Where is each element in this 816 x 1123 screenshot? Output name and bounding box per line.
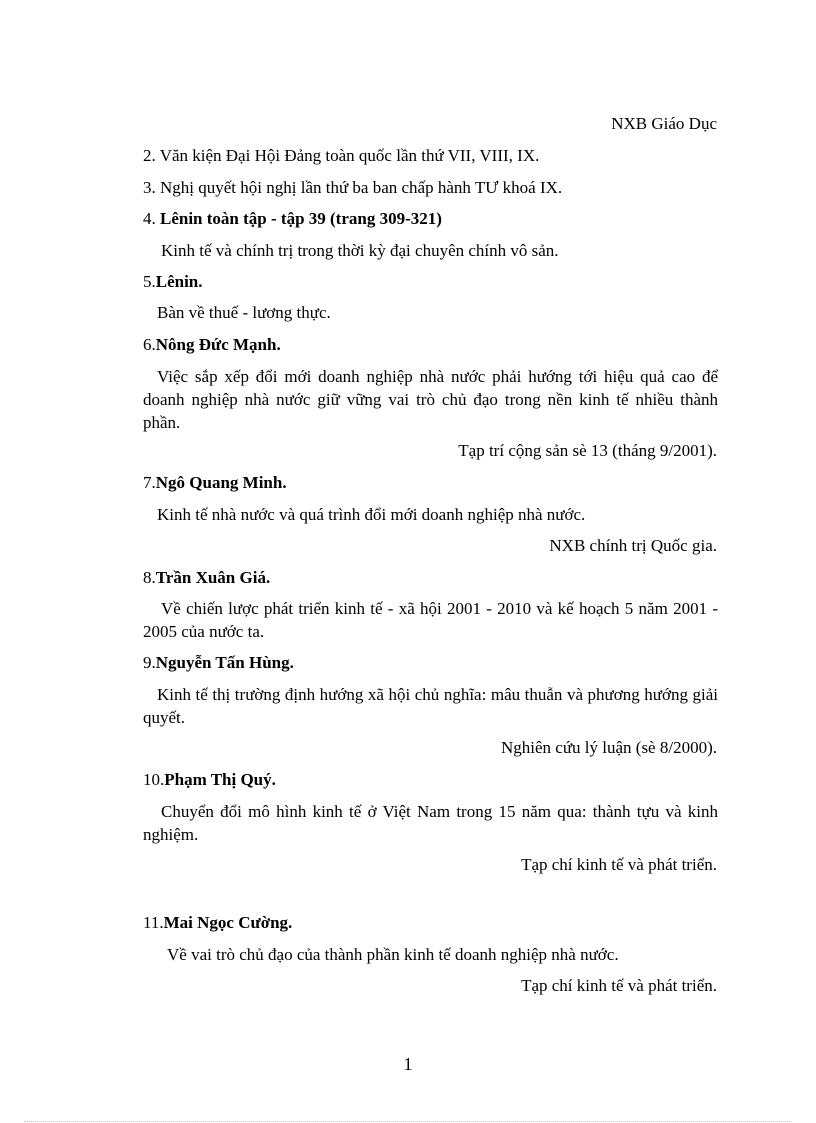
- reference-number: 7.: [143, 473, 156, 492]
- page-number: 1: [403, 1054, 413, 1074]
- reference-description: Bàn về thuế - lương thực.: [157, 303, 331, 322]
- reference-8: [143, 567, 270, 589]
- reference-number: 5.: [143, 272, 156, 291]
- reference-7: [143, 472, 287, 494]
- reference-description: Về chiến lược phát triển kinh tế - xã hội 2001 - 2010 và kế hoạch 5 năm 2001 - 2005 của nước ta.: [143, 599, 718, 641]
- page-bottom-rule: [24, 1121, 792, 1122]
- reference-number: 6.: [143, 335, 156, 354]
- reference-source: NXB chính trị Quốc gia.: [549, 536, 717, 555]
- reference-description: Về vai trò chủ đạo của thành phần kinh tế doanh nghiệp nhà nước.: [167, 945, 619, 964]
- reference-description: Kinh tế nhà nước và quá trình đổi mới doanh nghiệp nhà nước.: [157, 505, 586, 524]
- publisher-line: NXB Giáo Dục: [611, 114, 717, 133]
- reference-description: Việc sắp xếp đổi mới doanh nghiệp nhà nước phải hướng tới hiệu quả cao để doanh nghiệp nhà nước giữ vững vai trò chủ đạo trong nền kinh tế nhiều thành phần.: [143, 367, 718, 432]
- reference-3: 3. Nghị quyết hội nghị lần thứ ba ban chấp hành TƯ khoá IX.: [143, 178, 563, 197]
- reference-number: 11.: [143, 913, 164, 932]
- reference-number: 10.: [143, 770, 165, 789]
- reference-title: Lênin toàn tập - tập 39 (trang 309-321): [160, 209, 442, 228]
- reference-author: Trần Xuân Giá.: [155, 568, 271, 587]
- reference-author: Ngô Quang Minh.: [155, 473, 287, 492]
- reference-description: Kinh tế thị trường định hướng xã hội chủ nghĩa: mâu thuẫn và phương hướng giải quyết.: [143, 685, 718, 727]
- reference-author: Nông Đức Mạnh.: [155, 335, 281, 354]
- reference-author: Mai Ngọc Cường.: [163, 913, 293, 932]
- reference-number: 9.: [143, 653, 156, 672]
- reference-source: Nghiên cứu lý luận (sè 8/2000).: [500, 738, 717, 757]
- reference-author: Lênin.: [155, 272, 203, 291]
- reference-author: Phạm Thị Quý.: [164, 770, 276, 789]
- reference-4: [143, 208, 442, 230]
- reference-11: [143, 912, 292, 934]
- reference-2: 2. Văn kiện Đại Hội Đảng toàn quốc lần thứ VII, VIII, IX.: [143, 146, 540, 165]
- reference-description: Kinh tế và chính trị trong thời kỳ đại chuyên chính vô sản.: [161, 241, 559, 260]
- reference-6: [143, 334, 281, 356]
- reference-9: [143, 652, 294, 674]
- reference-source: Tạp chí kinh tế và phát triển.: [521, 855, 717, 874]
- reference-description: Chuyển đổi mô hình kinh tế ở Việt Nam trong 15 năm qua: thành tựu và kinh nghiệm.: [143, 802, 718, 844]
- reference-author: Nguyễn Tấn Hùng.: [155, 653, 294, 672]
- reference-source: Tạp trí cộng sản sè 13 (tháng 9/2001).: [458, 441, 717, 460]
- reference-number: 4.: [143, 209, 160, 228]
- reference-source: Tạp chí kinh tế và phát triển.: [521, 976, 717, 995]
- reference-10: [143, 769, 276, 791]
- reference-number: 8.: [143, 568, 156, 587]
- reference-5: [143, 271, 203, 293]
